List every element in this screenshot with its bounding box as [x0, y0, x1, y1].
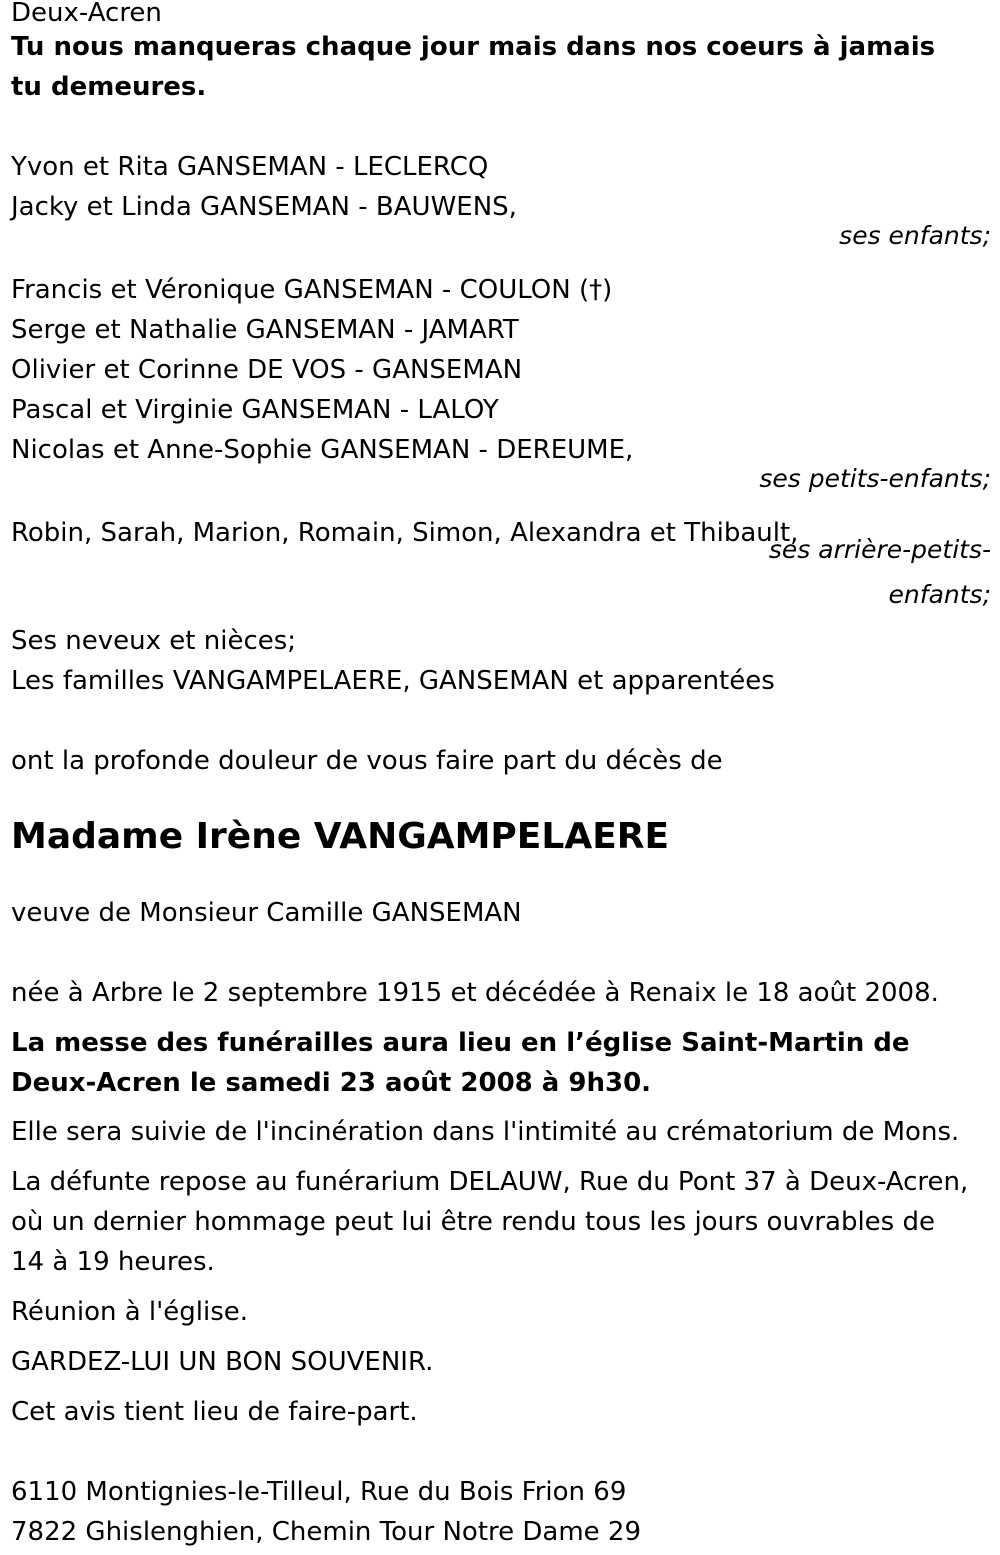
grandchildren-section — [11, 270, 991, 494]
cremation-info: Elle sera suivie de l'incinération dans l'intimité au crématorium de Mons. — [11, 1117, 960, 1147]
deceased-name: Madame Irène VANGAMPELAERE — [11, 816, 670, 857]
location-header: Deux-Acren — [11, 0, 162, 28]
repose-info — [11, 1162, 991, 1282]
announcement: ont la profonde douleur de vous faire part du décès de — [11, 746, 723, 776]
grandchild-line-1: Francis et Véronique GANSEMAN - COULON (†) — [11, 275, 613, 305]
repose-line-3: 14 à 19 heures. — [11, 1247, 215, 1277]
families-line: Les familles VANGAMPELAERE, GANSEMAN et apparentées — [11, 666, 775, 696]
birth-death: née à Arbre le 2 septembre 1915 et décédée à Renaix le 18 août 2008. — [11, 978, 939, 1008]
nephews-line: Ses neveux et nièces; — [11, 626, 297, 656]
great-grandchildren-role-1: ses arrière-petits- — [768, 535, 991, 564]
notice: Cet avis tient lieu de faire-part. — [11, 1397, 418, 1427]
address-line-1: 6110 Montignies-le-Tilleul, Rue du Bois Frion 69 — [11, 1477, 627, 1507]
grandchild-line-4: Pascal et Virginie GANSEMAN - LALOY — [11, 395, 499, 425]
great-grandchild-line-1: Robin, Sarah, Marion, Romain, Simon, Alexandra et Thibault, — [11, 518, 799, 548]
funeral-line-1: La messe des funérailles aura lieu en l’église Saint-Martin de — [11, 1028, 910, 1058]
funeral-line-2: Deux-Acren le samedi 23 août 2008 à 9h30. — [11, 1068, 652, 1098]
others-section — [11, 621, 991, 701]
obituary-notice — [11, 0, 991, 1552]
repose-line-2: où un dernier hommage peut lui être rendu tous les jours ouvrables de — [11, 1207, 935, 1237]
grandchild-line-3: Olivier et Corinne DE VOS - GANSEMAN — [11, 355, 523, 385]
grandchild-line-2: Serge et Nathalie GANSEMAN - JAMART — [11, 315, 519, 345]
grandchild-line-5: Nicolas et Anne-Sophie GANSEMAN - DEREUME, — [11, 435, 634, 465]
remembrance: GARDEZ-LUI UN BON SOUVENIR. — [11, 1347, 434, 1377]
child-line-1: Yvon et Rita GANSEMAN - LECLERCQ — [11, 152, 489, 182]
addresses — [11, 1472, 991, 1552]
child-line-2: Jacky et Linda GANSEMAN - BAUWENS, — [11, 192, 517, 222]
great-grandchildren-section — [11, 513, 991, 607]
funeral-info — [11, 1023, 991, 1103]
repose-line-1: La défunte repose au funérarium DELAUW, Rue du Pont 37 à Deux-Acren, — [11, 1167, 969, 1197]
great-grandchildren-role-2: enfants; — [888, 580, 991, 609]
address-line-2: 7822 Ghislenghien, Chemin Tour Notre Dame 29 — [11, 1517, 642, 1547]
children-section — [11, 147, 991, 251]
epitaph-text: Tu nous manqueras chaque jour mais dans nos coeurs à jamais tu demeures. — [11, 32, 936, 102]
epitaph — [11, 27, 971, 107]
widow-of: veuve de Monsieur Camille GANSEMAN — [11, 898, 522, 928]
meeting-info: Réunion à l'église. — [11, 1297, 249, 1327]
children-role: ses enfants; — [839, 221, 991, 250]
grandchildren-role: ses petits-enfants; — [759, 464, 991, 493]
